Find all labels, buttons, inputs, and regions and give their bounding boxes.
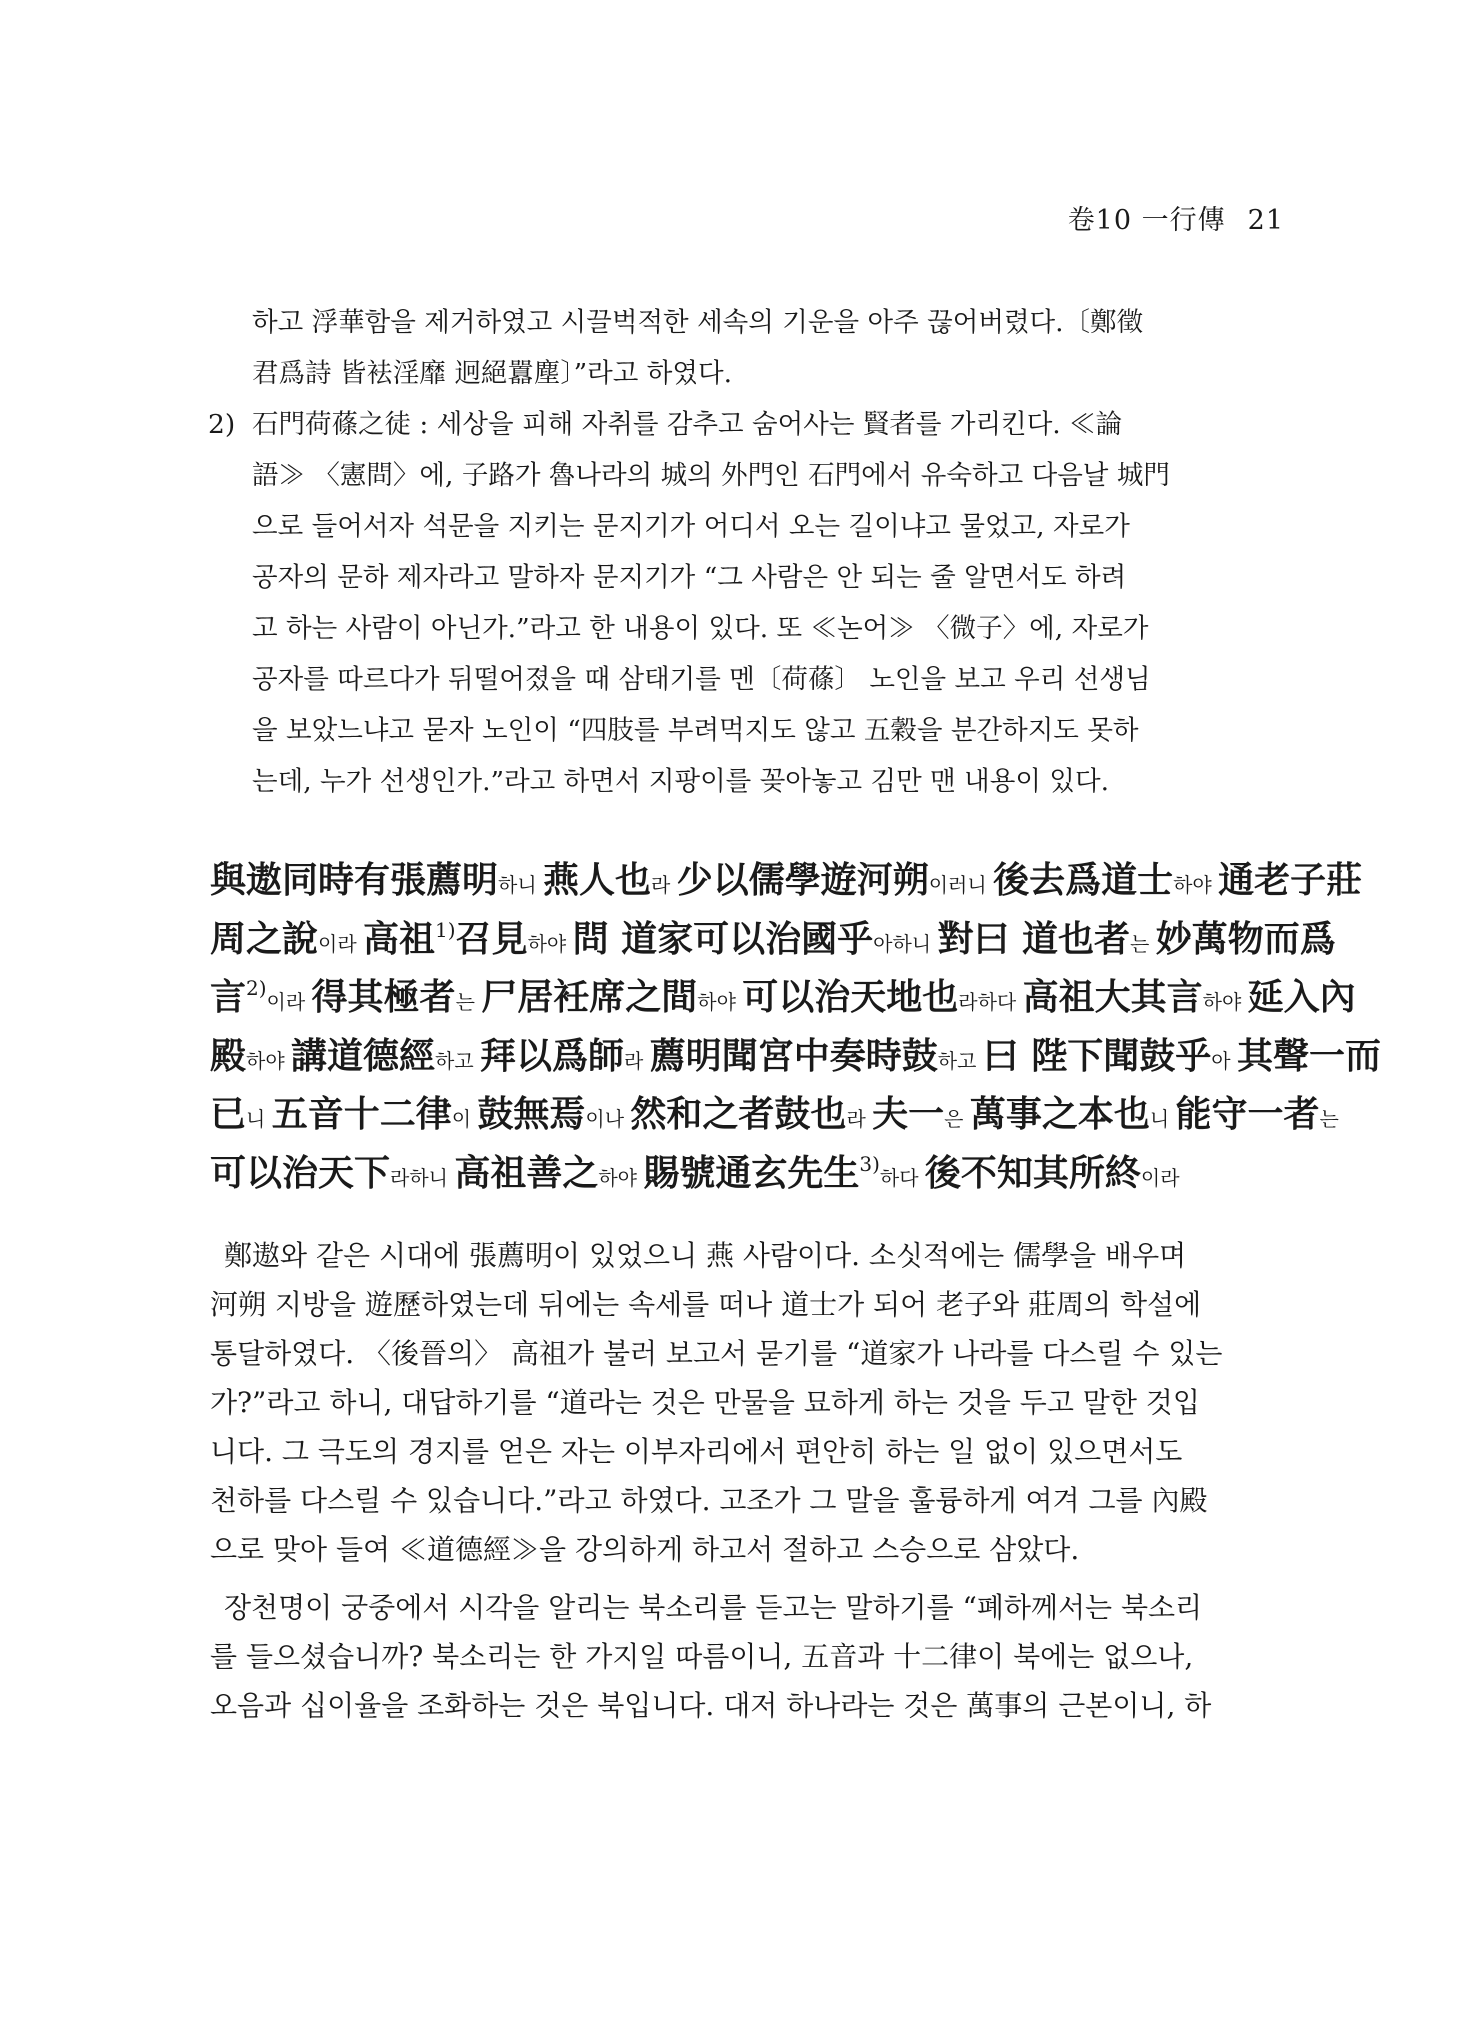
footnote-2-line: 는데, 누가 선생인가.”라고 하면서 지팡이를 꽂아놓고 김만 맨 내용이 있다. <box>252 766 1110 797</box>
original-text-line <box>210 1144 1290 1203</box>
hanja-phrase: 可以治天地也 <box>742 976 959 1018</box>
hangul-particle: 하야 <box>697 990 743 1014</box>
hanja-phrase: 得其極者 <box>311 976 456 1018</box>
hangul-particle: 이나 <box>585 1107 631 1131</box>
running-head <box>1068 198 1284 237</box>
hangul-particle: 니 <box>1149 1107 1176 1131</box>
hanja-phrase: 延入內 <box>1247 976 1356 1018</box>
original-text-line <box>210 1027 1381 1086</box>
hanja-phrase: 講道德經 <box>291 1034 436 1077</box>
hangul-particle: 니 <box>246 1107 272 1131</box>
hanja-phrase: 已 <box>210 1093 247 1135</box>
hanja-phrase: 後不知其所終 <box>924 1151 1141 1194</box>
hangul-particle: 이라 <box>318 931 364 956</box>
hangul-particle: 이라 <box>1140 1165 1180 1190</box>
hangul-particle: 하고 <box>435 1048 481 1073</box>
hanja-phrase: 能守一者 <box>1175 1093 1320 1135</box>
hangul-particle: 하야 <box>527 931 573 956</box>
hanja-phrase: 拜以爲師 <box>480 1034 625 1077</box>
hangul-particle: 라하니 <box>390 1165 455 1190</box>
hanja-phrase: 然和之者鼓也 <box>630 1093 847 1135</box>
korean-translation <box>210 1231 1290 1730</box>
hanja-phrase: 周之說 <box>210 917 319 960</box>
running-title: 卷10 一行傳 <box>1067 205 1226 236</box>
footnote-2-line <box>208 399 1252 450</box>
footnote-2-text: 石門荷蓧之徒 : 세상을 피해 자취를 감추고 숨어사는 賢者를 가리킨다. ≪論 <box>252 409 1123 440</box>
hangul-particle: 하다 <box>879 1165 925 1190</box>
footnote-reference: 2) <box>246 976 267 1000</box>
hanja-phrase: 鼓無焉 <box>477 1093 586 1135</box>
hangul-particle: 은 <box>944 1107 970 1131</box>
hanja-phrase: 高祖大其言 <box>1022 976 1203 1018</box>
hanja-phrase: 言 <box>210 976 247 1018</box>
hanja-phrase: 尸居衽席之間 <box>481 976 698 1018</box>
footnote-continuation-line: 君爲詩 皆袪淫靡 迥絕囂塵〕”라고 하였다. <box>252 358 732 389</box>
hanja-phrase: 夫一 <box>872 1093 945 1135</box>
translation-line: 鄭遨와 같은 시대에 張薦明이 있었으니 燕 사람이다. 소싯적에는 儒學을 배우며 <box>224 1239 1187 1272</box>
hanja-phrase: 薦明聞宮中奏時鼓 <box>649 1034 938 1077</box>
hangul-particle: 이 <box>451 1107 478 1131</box>
hangul-particle: 라 <box>651 873 677 897</box>
hanja-phrase: 高祖善之 <box>454 1151 599 1194</box>
original-classical-text <box>210 851 1381 1202</box>
hangul-particle: 하고 <box>937 1048 983 1073</box>
hanja-phrase: 賜號通玄先生 <box>643 1151 860 1194</box>
footnote-reference: 1) <box>435 917 456 942</box>
hangul-particle: 하야 <box>598 1165 644 1190</box>
hanja-phrase: 燕人也 <box>543 859 652 901</box>
hanja-phrase: 可以治天下 <box>210 1151 391 1194</box>
footnote-reference: 3) <box>859 1151 880 1176</box>
hanja-phrase: 五音十二律 <box>271 1093 452 1135</box>
footnote-continuation-line: 하고 浮華함을 제거하였고 시끌벅적한 세속의 기운을 아주 끊어버렸다.〔鄭徵 <box>252 307 1144 338</box>
hangul-particle: 라하다 <box>958 990 1023 1014</box>
hangul-particle: 는 <box>1130 931 1156 956</box>
hangul-particle: 이러니 <box>928 873 994 897</box>
hanja-phrase: 高祖 <box>363 917 436 960</box>
hanja-phrase: 對曰 道也者 <box>937 917 1130 960</box>
hangul-particle: 하니 <box>498 873 544 897</box>
hangul-particle: 아 <box>1211 1048 1237 1073</box>
translation-line: 를 들으셨습니까? 북소리는 한 가지일 따름이니, 五音과 十二律이 북에는 없으나, <box>210 1640 1194 1673</box>
hangul-particle: 하야 <box>1202 990 1248 1014</box>
hangul-particle: 는 <box>455 990 482 1014</box>
footnote-number: 2) <box>208 409 236 440</box>
footnote-2-line: 공자를 따르다가 뒤떨어졌을 때 삼태기를 멘〔荷蓧〕 노인을 보고 우리 선생님 <box>252 664 1151 695</box>
hanja-phrase: 少以儒學遊河朔 <box>676 859 929 901</box>
hangul-particle: 라 <box>624 1048 650 1073</box>
footnote-2-line: 을 보았느냐고 묻자 노인이 “四肢를 부려먹지도 않고 五穀을 분간하지도 못하 <box>252 715 1139 746</box>
hanja-phrase: 其聲一而 <box>1236 1034 1381 1077</box>
translation-line: 장천명이 궁중에서 시각을 알리는 북소리를 듣고는 말하기를 “폐하께서는 북소리 <box>224 1591 1203 1624</box>
original-text-line <box>210 968 1356 1027</box>
hanja-phrase: 曰 陛下聞鼓乎 <box>982 1034 1212 1077</box>
original-text-line <box>210 851 1363 910</box>
footnote-2-line: 語≫ 〈憲問〉에, 子路가 魯나라의 城의 外門인 石門에서 유숙하고 다음날 城門 <box>252 460 1170 491</box>
hanja-phrase: 與遨同時有張薦明 <box>210 859 499 901</box>
footnote-2-line: 으로 들어서자 석문을 지키는 문지기가 어디서 오는 길이냐고 물었고, 자로가 <box>252 511 1130 542</box>
translation-paragraph-1 <box>210 1231 1290 1574</box>
translation-line: 가?”라고 하니, 대답하기를 “道라는 것은 만물을 묘하게 하는 것을 두고 말한 것입 <box>210 1386 1200 1419</box>
footnote-2-line: 고 하는 사람이 아닌가.”라고 한 내용이 있다. 또 ≪논어≫ 〈微子〉에, 자로가 <box>252 613 1149 644</box>
hangul-particle: 하야 <box>246 1048 292 1073</box>
hanja-phrase: 萬事之本也 <box>969 1093 1150 1135</box>
original-text-line <box>210 910 1336 969</box>
hangul-particle: 아하니 <box>873 931 938 956</box>
hangul-particle: 는 <box>1319 1107 1339 1131</box>
translation-line: 河朔 지방을 遊歷하였는데 뒤에는 속세를 떠나 道士가 되어 老子와 莊周의 학설에 <box>210 1288 1202 1321</box>
hanja-phrase: 後去爲道士 <box>993 859 1174 901</box>
translation-line: 천하를 다스릴 수 있습니다.”라고 하였다. 고조가 그 말을 훌륭하게 여겨 그를 內殿 <box>210 1484 1208 1517</box>
hangul-particle: 라 <box>846 1107 873 1131</box>
translation-line: 통달하였다. 〈後晉의〉 高祖가 불러 보고서 묻기를 “道家가 나라를 다스릴 수 있는 <box>210 1337 1223 1370</box>
translation-line: 으로 맞아 들여 ≪道德經≫을 강의하게 하고서 절하고 스승으로 삼았다. <box>210 1533 1080 1566</box>
hangul-particle: 이라 <box>266 990 312 1014</box>
translation-line: 니다. 그 극도의 경지를 얻은 자는 이부자리에서 편안히 하는 일 없이 있으면서도 <box>210 1435 1183 1468</box>
hanja-phrase: 妙萬物而爲 <box>1155 917 1336 960</box>
page-number: 21 <box>1247 205 1284 236</box>
translation-line: 오음과 십이율을 조화하는 것은 북입니다. 대저 하나라는 것은 萬事의 근본이니, 하 <box>210 1689 1212 1722</box>
hanja-phrase: 召見 <box>455 917 528 960</box>
hanja-phrase: 問 道家可以治國乎 <box>572 917 874 960</box>
hanja-phrase: 殿 <box>210 1034 247 1077</box>
footnote-2-line: 공자의 문하 제자라고 말하자 문지기가 “그 사람은 안 되는 줄 알면서도 하려 <box>252 562 1127 593</box>
hanja-phrase: 通老子莊 <box>1218 859 1363 901</box>
original-text-line <box>210 1085 1339 1144</box>
hangul-particle: 하야 <box>1173 873 1219 897</box>
translation-paragraph-2 <box>210 1583 1290 1730</box>
footnotes <box>208 297 1252 807</box>
